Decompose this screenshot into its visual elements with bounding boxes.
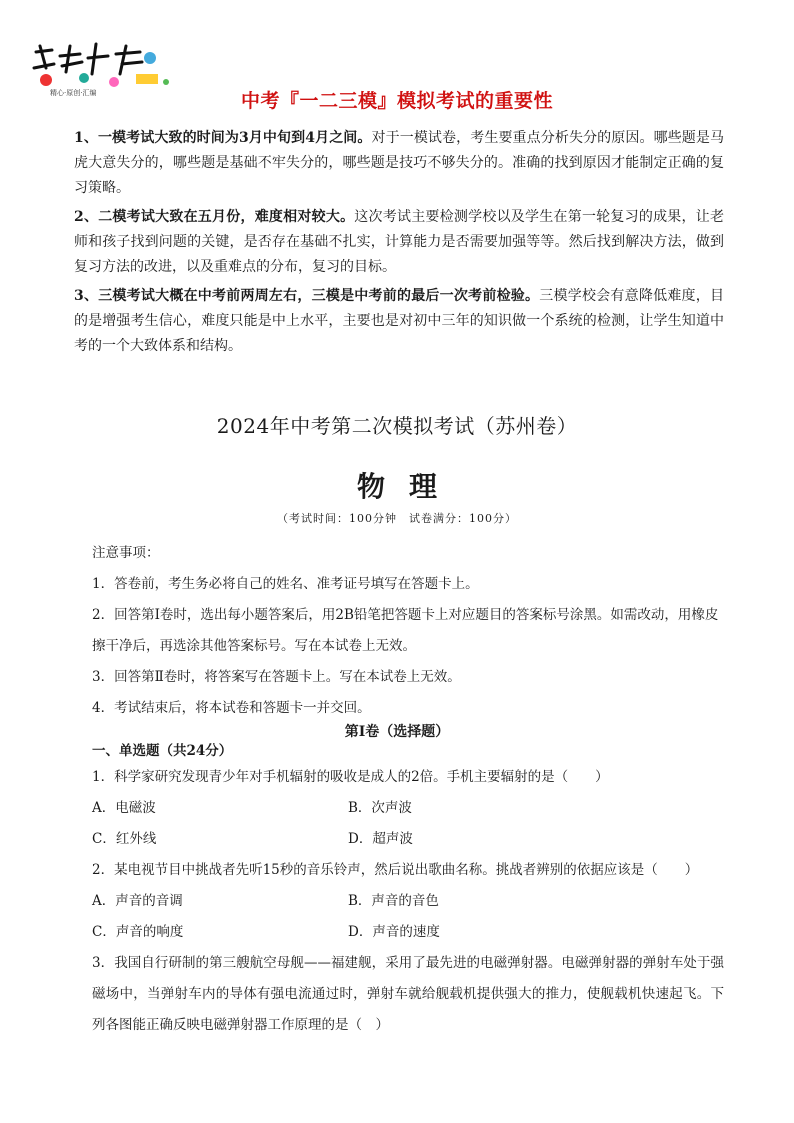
option-d: D．超声波: [348, 831, 413, 847]
option-b: B．次声波: [348, 800, 412, 816]
exam-title: 2024年中考第二次模拟考试（苏州卷）: [216, 414, 578, 438]
intro-bold: 1、一模考试大致的时间为3月中旬到4月之间。: [74, 130, 372, 146]
intro-bold: 2、二模考试大致在五月份，难度相对较大。: [74, 209, 355, 225]
intro-section: [74, 126, 724, 363]
main-title: 中考『一二三模』模拟考试的重要性: [240, 90, 553, 112]
question-3-stem: 3．我国自行研制的第三艘航空母舰——福建舰，采用了最先进的电磁弹射器。电磁弹射器的弹射车处于强磁场中，当弹射车内的导体有强电流通过时，弹射车就给舰载机提供强大的推力，使舰载机快速起飞。下列各图能正确反映电磁弹射器工作原理的是（ ）: [92, 955, 724, 1033]
option-d: D．声音的速度: [348, 924, 440, 940]
question-2-stem: 2．某电视节目中挑战者先听15秒的音乐铃声，然后说出歌曲名称。挑战者辨别的依据应该是（ ）: [92, 862, 699, 878]
option-a: A．电磁波: [92, 800, 156, 816]
question-2-options: [92, 886, 724, 948]
option-c: C．红外线: [92, 831, 157, 847]
note-item: 2．回答第Ⅰ卷时，选出每小题答案后，用2B铅笔把答题卡上对应题目的答案标号涂黑。如需改动，用橡皮擦干净后，再选涂其他答案标号。写在本试卷上无效。: [92, 607, 719, 654]
logo-tagline: 精心·原创·汇编: [50, 89, 97, 97]
note-item: 3．回答第Ⅱ卷时，将答案写在答题卡上。写在本试卷上无效。: [92, 669, 461, 685]
question-1-options: [92, 793, 724, 855]
notes-heading: 注意事项：: [92, 545, 160, 561]
subject-title: 物理: [356, 470, 461, 503]
question-group-title: 一、单选题（共24分）: [92, 743, 233, 759]
question-1-stem: 1．科学家研究发现青少年对手机辐射的吸收是成人的2倍。手机主要辐射的是（ ）: [92, 769, 609, 785]
intro-paragraph-2: [74, 205, 724, 280]
notes-section: [92, 538, 724, 724]
section-title: 第Ⅰ卷（选择题）: [344, 724, 450, 740]
intro-bold: 3、三模考试大概在中考前两周左右，三模是中考前的最后一次考前检验。: [74, 288, 540, 304]
intro-text: 三模学校会有意降低难度，目的是增强考生信心，难度只能是中上水平，主要也是对初中三年的知识做一个系统的检测，让学生知道中考的一个大致体系和结构。: [74, 288, 724, 354]
option-c: C．声音的响度: [92, 924, 184, 940]
intro-paragraph-1: [74, 126, 724, 201]
questions-section: [92, 740, 724, 1041]
intro-paragraph-3: [74, 284, 724, 359]
intro-text: 这次考试主要检测学校以及学生在第一轮复习的成果，让老师和孩子找到问题的关键，是否存在基础不扎实，计算能力是否需要加强等等。然后找到解决方法，做到复习方法的改进，以及重难点的分布，复习的目标。: [74, 209, 724, 275]
option-a: A．声音的音调: [92, 893, 183, 909]
intro-text: 对于一模试卷，考生要重点分析失分的原因。哪些题是马虎大意失分的，哪些题是基础不牢失分的，哪些题是技巧不够失分的。准确的找到原因才能制定正确的复习策略。: [74, 130, 725, 196]
note-item: 4．考试结束后，将本试卷和答题卡一并交回。: [92, 700, 371, 716]
exam-info: （考试时间：100分钟 试卷满分：100分）: [277, 512, 517, 525]
note-item: 1．答卷前，考生务必将自己的姓名、准考证号填写在答题卡上。: [92, 576, 479, 592]
option-b: B．声音的音色: [348, 893, 439, 909]
